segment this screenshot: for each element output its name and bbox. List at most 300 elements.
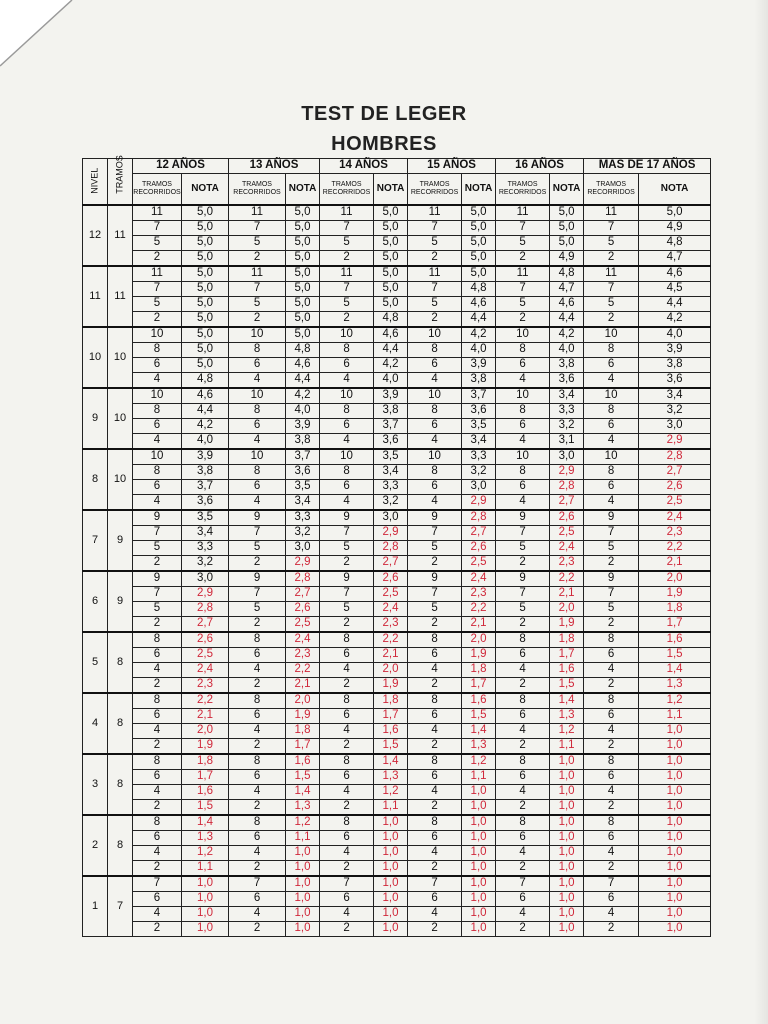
table-row <box>83 922 711 937</box>
table-row <box>83 861 711 877</box>
nota-cell: 1,0 <box>462 846 496 861</box>
tramos-recorridos-cell: 6 <box>408 892 462 907</box>
nota-cell: 2,0 <box>550 602 584 617</box>
nota-cell: 1,9 <box>374 678 408 694</box>
nivel-cell: 2 <box>83 815 108 876</box>
tramos-recorridos-cell: 2 <box>320 312 374 328</box>
tramos-recorridos-cell: 8 <box>133 343 182 358</box>
nivel-cell: 9 <box>83 388 108 449</box>
nota-cell: 2,1 <box>639 556 711 572</box>
tramos-recorridos-cell: 7 <box>496 526 550 541</box>
nota-cell: 3,9 <box>286 419 320 434</box>
nota-cell: 3,6 <box>374 434 408 450</box>
tramos-recorridos-cell: 9 <box>496 571 550 587</box>
table-row <box>83 526 711 541</box>
nota-cell: 4,2 <box>374 358 408 373</box>
tramos-recorridos-cell: 5 <box>320 541 374 556</box>
tramos-recorridos-cell: 6 <box>408 480 462 495</box>
tramos-recorridos-cell: 8 <box>408 815 462 831</box>
nota-cell: 2,5 <box>182 648 229 663</box>
nota-cell: 2,5 <box>374 587 408 602</box>
nota-cell: 1,0 <box>374 831 408 846</box>
nota-cell: 3,6 <box>550 373 584 389</box>
tramos-recorridos-cell: 6 <box>584 419 639 434</box>
table-row <box>83 587 711 602</box>
tramos-recorridos-cell: 2 <box>408 556 462 572</box>
nota-cell: 2,6 <box>550 510 584 526</box>
tramos-recorridos-cell: 9 <box>408 571 462 587</box>
tramos-recorridos-cell: 6 <box>229 770 286 785</box>
table-row <box>83 343 711 358</box>
tramos-recorridos-cell: 6 <box>320 480 374 495</box>
tramos-recorridos-cell: 9 <box>408 510 462 526</box>
nivel-cell: 8 <box>83 449 108 510</box>
tramos-recorridos-cell: 2 <box>408 800 462 816</box>
nota-cell: 1,3 <box>550 709 584 724</box>
tramos-recorridos-cell: 8 <box>133 404 182 419</box>
tramos-recorridos-cell: 10 <box>496 449 550 465</box>
tramos-recorridos-cell: 6 <box>496 709 550 724</box>
nota-cell: 5,0 <box>286 221 320 236</box>
tramos-recorridos-cell: 6 <box>229 892 286 907</box>
tramos-cell: 11 <box>108 205 133 266</box>
nota-cell: 1,5 <box>286 770 320 785</box>
nota-cell: 1,8 <box>182 754 229 770</box>
tramos-cell: 10 <box>108 327 133 388</box>
tramos-recorridos-cell: 7 <box>408 587 462 602</box>
tramos-recorridos-cell: 4 <box>320 724 374 739</box>
nota-cell: 1,2 <box>374 785 408 800</box>
nota-cell: 5,0 <box>374 282 408 297</box>
tramos-recorridos-cell: 5 <box>408 602 462 617</box>
nota-cell: 5,0 <box>286 236 320 251</box>
tramos-recorridos-cell: 10 <box>408 449 462 465</box>
nota-cell: 1,7 <box>550 648 584 663</box>
tramos-recorridos-cell: 2 <box>229 800 286 816</box>
tramos-recorridos-cell: 11 <box>229 205 286 221</box>
tramos-recorridos-cell: 2 <box>133 678 182 694</box>
nivel-cell: 6 <box>83 571 108 632</box>
nota-cell: 2,0 <box>462 632 496 648</box>
tramos-recorridos-cell: 9 <box>584 571 639 587</box>
nota-cell: 1,6 <box>182 785 229 800</box>
tramos-recorridos-cell: 4 <box>408 434 462 450</box>
nota-cell: 5,0 <box>182 297 229 312</box>
nota-cell: 1,0 <box>550 922 584 937</box>
tramos-recorridos-cell: 6 <box>320 419 374 434</box>
tramos-recorridos-cell: 2 <box>584 556 639 572</box>
nota-cell: 4,2 <box>286 388 320 404</box>
tramos-cell: 8 <box>108 632 133 693</box>
tramos-recorridos-cell: 6 <box>496 358 550 373</box>
table-row <box>83 815 711 831</box>
nota-cell: 1,0 <box>550 876 584 892</box>
tramos-recorridos-cell: 6 <box>408 419 462 434</box>
tramos-recorridos-cell: 10 <box>408 327 462 343</box>
nota-cell: 1,6 <box>286 754 320 770</box>
nota-cell: 4,0 <box>182 434 229 450</box>
tramos-recorridos-cell: 7 <box>229 221 286 236</box>
nota-cell: 1,0 <box>639 907 711 922</box>
nota-cell: 2,3 <box>286 648 320 663</box>
tramos-recorridos-cell: 8 <box>133 465 182 480</box>
nota-cell: 3,2 <box>550 419 584 434</box>
tramos-recorridos-cell: 4 <box>496 907 550 922</box>
nota-cell: 4,8 <box>550 266 584 282</box>
nivel-cell: 5 <box>83 632 108 693</box>
tramos-recorridos-cell: 2 <box>133 312 182 328</box>
nota-cell: 2,0 <box>639 571 711 587</box>
tramos-recorridos-cell: 10 <box>584 449 639 465</box>
nota-cell: 1,0 <box>550 892 584 907</box>
tramos-recorridos-cell: 4 <box>320 846 374 861</box>
nota-cell: 2,3 <box>182 678 229 694</box>
tramos-recorridos-cell: 6 <box>320 831 374 846</box>
table-body <box>83 205 711 937</box>
tramos-recorridos-cell: 4 <box>229 663 286 678</box>
tramos-cell: 10 <box>108 449 133 510</box>
nota-cell: 2,3 <box>374 617 408 633</box>
tramos-recorridos-cell: 7 <box>584 876 639 892</box>
tramos-recorridos-cell: 4 <box>133 907 182 922</box>
tramos-recorridos-cell: 8 <box>496 404 550 419</box>
nota-cell: 3,9 <box>182 449 229 465</box>
tramos-recorridos-cell: 7 <box>408 282 462 297</box>
nota-cell: 3,5 <box>462 419 496 434</box>
tramos-recorridos-cell: 6 <box>320 892 374 907</box>
nota-cell: 3,9 <box>639 343 711 358</box>
tramos-recorridos-cell: 8 <box>229 754 286 770</box>
nota-cell: 2,0 <box>374 663 408 678</box>
table-row <box>83 266 711 282</box>
nota-cell: 2,9 <box>374 526 408 541</box>
nota-cell: 3,7 <box>374 419 408 434</box>
tramos-recorridos-header: TRAMOS RECORRIDOS <box>496 174 550 206</box>
table-row <box>83 327 711 343</box>
tramos-recorridos-cell: 8 <box>229 632 286 648</box>
nota-cell: 2,2 <box>286 663 320 678</box>
nota-cell: 2,6 <box>462 541 496 556</box>
nota-cell: 1,8 <box>286 724 320 739</box>
nota-cell: 1,0 <box>462 907 496 922</box>
nota-cell: 3,4 <box>550 388 584 404</box>
nota-cell: 1,8 <box>374 693 408 709</box>
tramos-recorridos-cell: 7 <box>496 282 550 297</box>
nota-cell: 1,6 <box>374 724 408 739</box>
nota-cell: 2,2 <box>550 571 584 587</box>
nota-cell: 1,0 <box>374 892 408 907</box>
nota-cell: 1,5 <box>639 648 711 663</box>
tramos-recorridos-cell: 8 <box>320 693 374 709</box>
tramos-recorridos-cell: 4 <box>408 907 462 922</box>
tramos-recorridos-cell: 10 <box>229 327 286 343</box>
tramos-recorridos-cell: 8 <box>408 404 462 419</box>
table-row <box>83 205 711 221</box>
tramos-recorridos-cell: 7 <box>320 221 374 236</box>
tramos-recorridos-cell: 2 <box>133 922 182 937</box>
tramos-recorridos-cell: 8 <box>133 632 182 648</box>
tramos-recorridos-cell: 8 <box>584 632 639 648</box>
nota-cell: 3,6 <box>639 373 711 389</box>
tramos-recorridos-cell: 6 <box>320 770 374 785</box>
tramos-recorridos-cell: 8 <box>496 815 550 831</box>
tramos-recorridos-cell: 8 <box>584 343 639 358</box>
nota-cell: 5,0 <box>462 205 496 221</box>
age-group-header: 13 AÑOS <box>229 159 320 174</box>
document-subtitle: HOMBRES <box>331 133 437 155</box>
tramos-recorridos-cell: 4 <box>133 785 182 800</box>
tramos-recorridos-cell: 4 <box>229 434 286 450</box>
nota-header: NOTA <box>182 174 229 206</box>
nivel-cell: 1 <box>83 876 108 937</box>
tramos-recorridos-cell: 7 <box>229 587 286 602</box>
nota-cell: 2,9 <box>550 465 584 480</box>
tramos-recorridos-cell: 2 <box>229 861 286 877</box>
tramos-recorridos-cell: 9 <box>133 510 182 526</box>
tramos-recorridos-cell: 8 <box>408 754 462 770</box>
tramos-recorridos-cell: 5 <box>408 541 462 556</box>
tramos-recorridos-cell: 4 <box>229 846 286 861</box>
tramos-recorridos-cell: 8 <box>584 693 639 709</box>
tramos-recorridos-cell: 8 <box>496 632 550 648</box>
tramos-recorridos-cell: 10 <box>496 327 550 343</box>
tramos-recorridos-cell: 5 <box>496 297 550 312</box>
age-group-header: 14 AÑOS <box>320 159 408 174</box>
table-row <box>83 556 711 572</box>
nota-cell: 1,0 <box>639 922 711 937</box>
nota-cell: 2,6 <box>286 602 320 617</box>
nota-cell: 3,8 <box>182 465 229 480</box>
tramos-recorridos-cell: 9 <box>320 510 374 526</box>
nota-cell: 1,0 <box>639 892 711 907</box>
tramos-recorridos-cell: 5 <box>133 541 182 556</box>
tramos-recorridos-cell: 4 <box>496 373 550 389</box>
nota-cell: 3,5 <box>182 510 229 526</box>
tramos-recorridos-cell: 2 <box>133 617 182 633</box>
tramos-recorridos-cell: 5 <box>584 236 639 251</box>
table-row <box>83 434 711 450</box>
nota-cell: 5,0 <box>182 358 229 373</box>
tramos-recorridos-cell: 4 <box>408 785 462 800</box>
tramos-recorridos-cell: 6 <box>133 831 182 846</box>
nota-header: NOTA <box>550 174 584 206</box>
tramos-recorridos-cell: 2 <box>320 556 374 572</box>
tramos-recorridos-cell: 8 <box>229 815 286 831</box>
table-row <box>83 892 711 907</box>
tramos-recorridos-cell: 8 <box>408 632 462 648</box>
tramos-recorridos-cell: 2 <box>584 922 639 937</box>
tramos-recorridos-cell: 2 <box>320 678 374 694</box>
tramos-recorridos-cell: 11 <box>229 266 286 282</box>
nota-cell: 3,7 <box>182 480 229 495</box>
tramos-recorridos-cell: 2 <box>496 678 550 694</box>
tramos-cell: 7 <box>108 876 133 937</box>
nota-cell: 3,0 <box>374 510 408 526</box>
nota-cell: 2,5 <box>550 526 584 541</box>
nota-cell: 1,0 <box>286 861 320 877</box>
table-row <box>83 251 711 267</box>
tramos-recorridos-cell: 4 <box>229 785 286 800</box>
nota-cell: 5,0 <box>374 236 408 251</box>
nota-cell: 4,8 <box>286 343 320 358</box>
folded-page-corner <box>0 0 130 90</box>
tramos-recorridos-cell: 4 <box>229 907 286 922</box>
nota-cell: 2,1 <box>182 709 229 724</box>
nota-cell: 1,2 <box>182 846 229 861</box>
tramos-recorridos-cell: 6 <box>133 419 182 434</box>
nota-cell: 3,0 <box>639 419 711 434</box>
nota-cell: 1,0 <box>374 907 408 922</box>
tramos-cell: 9 <box>108 571 133 632</box>
nota-cell: 2,1 <box>374 648 408 663</box>
nota-cell: 2,1 <box>550 587 584 602</box>
nota-cell: 2,9 <box>639 434 711 450</box>
tramos-recorridos-cell: 5 <box>229 236 286 251</box>
tramos-cell: 8 <box>108 754 133 815</box>
tramos-recorridos-header: TRAMOS RECORRIDOS <box>133 174 182 206</box>
nota-cell: 3,4 <box>286 495 320 511</box>
nota-cell: 4,2 <box>182 419 229 434</box>
table-row <box>83 876 711 892</box>
tramos-recorridos-cell: 7 <box>584 282 639 297</box>
table-row <box>83 388 711 404</box>
nota-cell: 5,0 <box>550 221 584 236</box>
nota-cell: 5,0 <box>639 205 711 221</box>
nivel-cell: 10 <box>83 327 108 388</box>
nota-cell: 4,8 <box>374 312 408 328</box>
tramos-recorridos-cell: 8 <box>496 754 550 770</box>
table-row <box>83 739 711 755</box>
nota-cell: 1,9 <box>182 739 229 755</box>
tramos-recorridos-cell: 4 <box>584 373 639 389</box>
nota-cell: 1,0 <box>639 770 711 785</box>
tramos-recorridos-cell: 11 <box>133 266 182 282</box>
tramos-recorridos-cell: 2 <box>408 922 462 937</box>
tramos-recorridos-cell: 5 <box>584 541 639 556</box>
nota-cell: 2,8 <box>286 571 320 587</box>
nota-cell: 1,0 <box>462 876 496 892</box>
nota-cell: 4,2 <box>639 312 711 328</box>
nota-cell: 3,3 <box>286 510 320 526</box>
nota-cell: 1,1 <box>374 800 408 816</box>
nota-cell: 1,0 <box>550 815 584 831</box>
nota-header: NOTA <box>286 174 320 206</box>
nota-cell: 1,1 <box>462 770 496 785</box>
tramos-recorridos-cell: 4 <box>320 495 374 511</box>
tramos-recorridos-cell: 2 <box>584 739 639 755</box>
tramos-recorridos-cell: 2 <box>496 800 550 816</box>
table-row <box>83 312 711 328</box>
nota-cell: 3,5 <box>374 449 408 465</box>
tramos-recorridos-cell: 8 <box>229 343 286 358</box>
tramos-recorridos-cell: 9 <box>229 571 286 587</box>
table-row <box>83 541 711 556</box>
nota-cell: 1,0 <box>374 922 408 937</box>
tramos-recorridos-cell: 7 <box>229 876 286 892</box>
nota-cell: 3,0 <box>462 480 496 495</box>
tramos-recorridos-cell: 4 <box>133 724 182 739</box>
nota-cell: 4,0 <box>462 343 496 358</box>
nota-cell: 1,5 <box>374 739 408 755</box>
tramos-recorridos-cell: 6 <box>584 831 639 846</box>
nota-cell: 1,5 <box>462 709 496 724</box>
nota-cell: 2,9 <box>182 587 229 602</box>
nota-cell: 1,4 <box>550 693 584 709</box>
nota-cell: 2,7 <box>639 465 711 480</box>
nota-cell: 1,0 <box>639 876 711 892</box>
tramos-cell: 11 <box>108 266 133 327</box>
tramos-recorridos-cell: 5 <box>408 236 462 251</box>
nota-cell: 1,0 <box>639 831 711 846</box>
tramos-recorridos-cell: 2 <box>496 556 550 572</box>
table-row <box>83 800 711 816</box>
nota-cell: 1,7 <box>286 739 320 755</box>
tramos-recorridos-cell: 8 <box>408 465 462 480</box>
tramos-recorridos-cell: 4 <box>320 373 374 389</box>
nota-cell: 1,0 <box>639 785 711 800</box>
nota-cell: 4,4 <box>639 297 711 312</box>
tramos-recorridos-cell: 6 <box>229 419 286 434</box>
tramos-recorridos-cell: 4 <box>496 724 550 739</box>
nota-cell: 3,3 <box>462 449 496 465</box>
tramos-recorridos-cell: 6 <box>584 770 639 785</box>
nota-header: NOTA <box>374 174 408 206</box>
nota-cell: 2,5 <box>286 617 320 633</box>
nota-cell: 5,0 <box>286 312 320 328</box>
table-row <box>83 602 711 617</box>
tramos-recorridos-cell: 8 <box>408 693 462 709</box>
tramos-recorridos-cell: 2 <box>229 922 286 937</box>
tramos-recorridos-cell: 8 <box>584 404 639 419</box>
tramos-recorridos-cell: 11 <box>320 205 374 221</box>
tramos-recorridos-cell: 10 <box>229 388 286 404</box>
table-row <box>83 297 711 312</box>
nota-cell: 1,7 <box>374 709 408 724</box>
tramos-recorridos-cell: 9 <box>133 571 182 587</box>
nota-cell: 1,5 <box>182 800 229 816</box>
tramos-recorridos-cell: 6 <box>496 480 550 495</box>
nota-cell: 1,6 <box>462 693 496 709</box>
table-row <box>83 754 711 770</box>
nota-cell: 5,0 <box>462 221 496 236</box>
nota-cell: 1,0 <box>639 724 711 739</box>
tramos-recorridos-cell: 8 <box>320 754 374 770</box>
table-row <box>83 693 711 709</box>
nota-cell: 5,0 <box>374 251 408 267</box>
nota-cell: 2,5 <box>639 495 711 511</box>
table-row <box>83 785 711 800</box>
tramos-recorridos-cell: 2 <box>408 678 462 694</box>
nota-cell: 1,0 <box>462 800 496 816</box>
nota-cell: 3,3 <box>374 480 408 495</box>
tramos-recorridos-cell: 4 <box>584 907 639 922</box>
tramos-recorridos-cell: 5 <box>496 602 550 617</box>
nota-cell: 3,4 <box>374 465 408 480</box>
nota-cell: 5,0 <box>550 236 584 251</box>
nota-cell: 1,0 <box>182 876 229 892</box>
tramos-recorridos-cell: 8 <box>584 815 639 831</box>
tramos-recorridos-cell: 2 <box>408 312 462 328</box>
tramos-recorridos-cell: 2 <box>229 617 286 633</box>
tramos-recorridos-cell: 6 <box>408 648 462 663</box>
nota-header: NOTA <box>462 174 496 206</box>
tramos-recorridos-cell: 4 <box>584 724 639 739</box>
tramos-recorridos-cell: 4 <box>408 663 462 678</box>
nota-cell: 1,0 <box>550 831 584 846</box>
tramos-recorridos-cell: 11 <box>133 205 182 221</box>
tramos-recorridos-cell: 7 <box>229 282 286 297</box>
tramos-recorridos-cell: 5 <box>229 541 286 556</box>
